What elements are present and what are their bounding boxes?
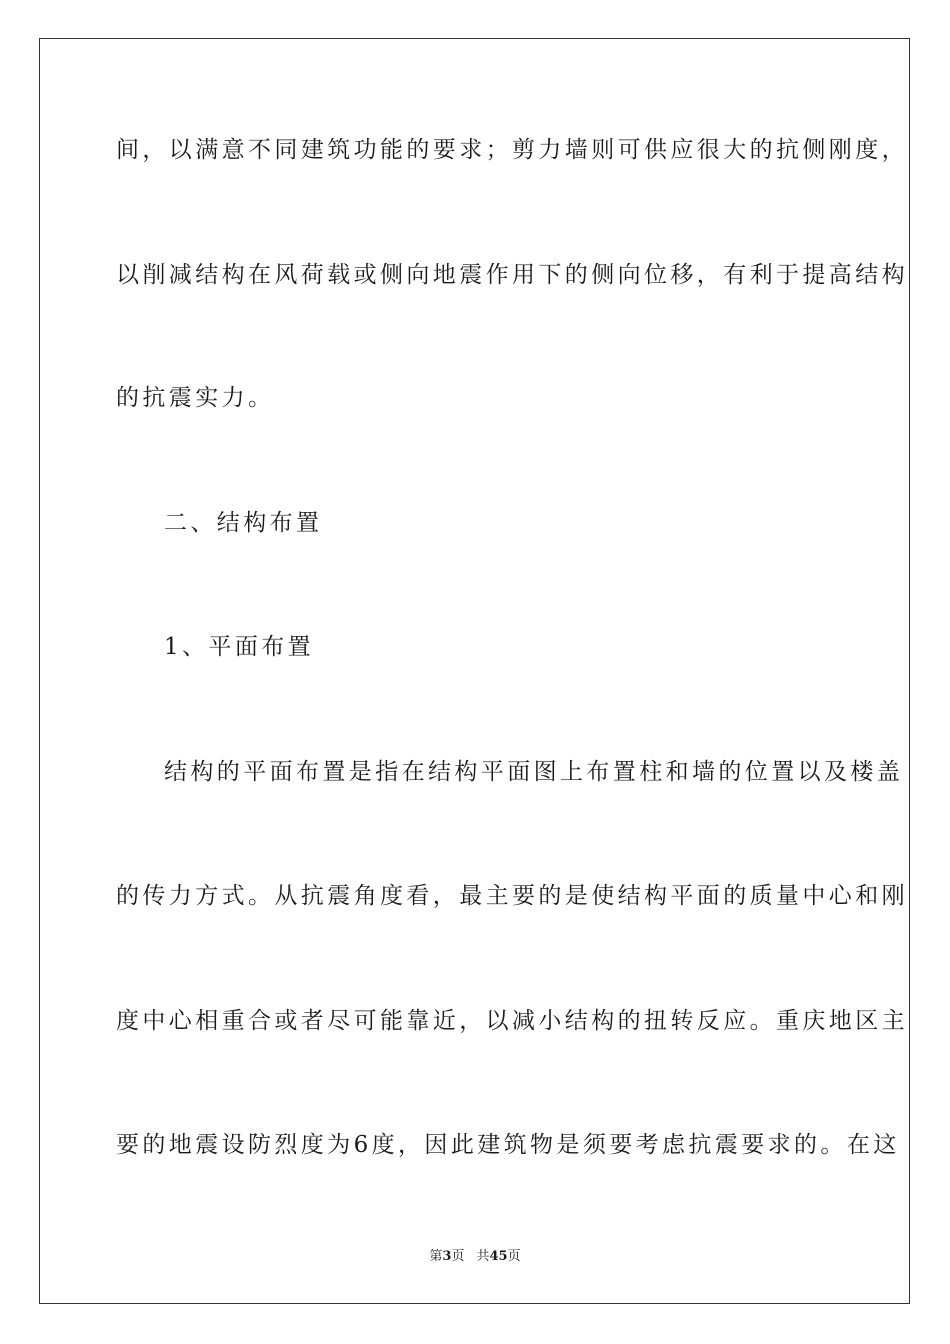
total-suffix: 页 [507, 1249, 521, 1264]
section-heading: 二、结构布置 [164, 510, 323, 536]
page-border [39, 38, 910, 1304]
total-pages: 45 [489, 1249, 508, 1264]
page-suffix: 页 [451, 1249, 465, 1264]
paragraph-line-3: 的抗震实力。 [116, 385, 275, 411]
paragraph-line-1: 间，以满意不同建筑功能的要求；剪力墙则可供应很大的抗侧刚度， [116, 137, 908, 163]
page-footer [0, 1248, 950, 1266]
total-prefix: 共 [476, 1249, 490, 1264]
paragraph-line-9: 要的地震设防烈度为6度，因此建筑物是须要考虑抗震要求的。在这 [116, 1132, 900, 1158]
page-prefix: 第 [429, 1249, 443, 1264]
paragraph-line-8: 度中心相重合或者尽可能靠近，以减小结构的扭转反应。重庆地区主 [116, 1008, 908, 1034]
page-number: 3 [442, 1249, 452, 1264]
paragraph-line-2: 以削减结构在风荷载或侧向地震作用下的侧向位移，有利于提高结构 [116, 262, 908, 288]
paragraph-line-7: 的传力方式。从抗震角度看，最主要的是使结构平面的质量中心和刚 [116, 883, 908, 909]
paragraph-line-6: 结构的平面布置是指在结构平面图上布置柱和墙的位置以及楼盖 [164, 759, 904, 785]
subsection-heading: 1、平面布置 [164, 634, 315, 660]
